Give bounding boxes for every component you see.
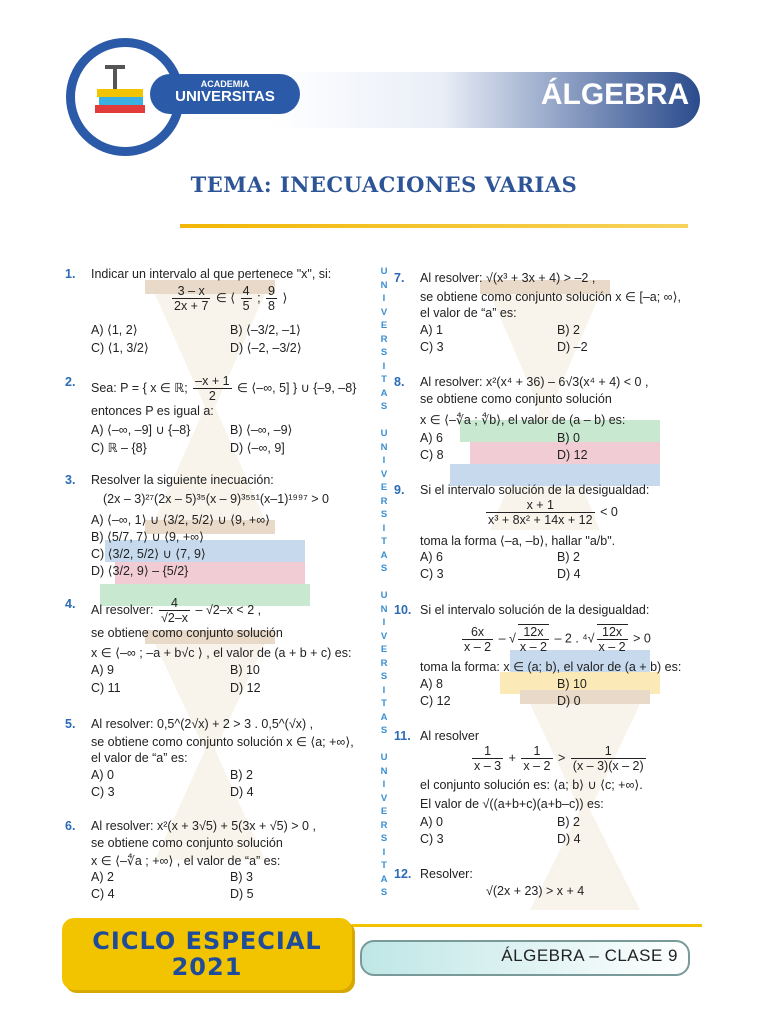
question-text: el valor de “a” es: [420, 306, 517, 320]
question-text: x ∈ ⟨–∜a ; ∜b⟩, el valor de (a – b) es: [420, 413, 626, 427]
option-c: C) 11 [91, 681, 121, 695]
clase-label: ÁLGEBRA – CLASE 9 [501, 946, 678, 965]
vertical-letter: T [381, 698, 387, 709]
vertical-letter: A [380, 711, 388, 723]
vertical-letter: I [382, 293, 386, 304]
vertical-letter: V [380, 630, 388, 642]
question-text: x ∈ ⟨–∞ ; –a + b√c ⟩ , el valor de (a + b + c) es: [91, 646, 352, 660]
option-b: B) 2 [557, 550, 580, 564]
vertical-letter: R [380, 819, 388, 831]
option-d: D) 5 [230, 887, 254, 901]
vertical-universitas [377, 265, 391, 900]
option-c: C) 3 [420, 340, 444, 354]
option-b: B) ⟨5/7, 7⟩ ∪ ⟨9, +∞⟩ [91, 530, 204, 544]
question-text: se obtiene como conjunto solución x ∈ ⟨a; +∞⟩, [91, 735, 354, 749]
option-c: C) ⟨3/2, 5/2⟩ ∪ ⟨7, 9⟩ [91, 547, 206, 561]
option-c: C) ℝ – {8} [91, 441, 147, 455]
option-c: C) ⟨1, 3/2⟩ [91, 341, 149, 355]
option-a: A) ⟨1, 2⟩ [91, 323, 138, 337]
question-number: 1. [65, 267, 76, 281]
question-text: se obtiene como conjunto solución x ∈ [–a; ∞⟩, [420, 290, 681, 304]
question-text: se obtiene como conjunto solución [420, 392, 612, 406]
option-a: A) 6 [420, 550, 443, 564]
vertical-letter: S [380, 671, 388, 682]
vertical-letter: U [380, 590, 388, 601]
inequality: (2x – 3)²⁷(2x – 5)³⁵(x – 9)³⁵⁵¹(x–1)¹⁹⁹⁷ > 0 [103, 492, 329, 506]
question-10-formula: $\frac{6x}{x - 2}$ – √ $\frac{12x}{x - 2}$ – 2 . ⁴√ $\frac{12x}{x - 2}$ > 0 [464, 624, 651, 654]
vertical-letter: U [380, 428, 388, 439]
vertical-letter [377, 414, 391, 428]
vertical-letter [377, 576, 391, 590]
vertical-letter: E [380, 806, 388, 817]
hourglass-books-watermark-right [400, 270, 700, 910]
vertical-letter: U [380, 752, 388, 763]
subject-title: ÁLGEBRA [540, 78, 690, 111]
option-c: C) 3 [420, 832, 444, 846]
option-d: D) 4 [557, 832, 581, 846]
option-a: A) ⟨–∞, 1⟩ ∪ ⟨3/2, 5/2⟩ ∪ ⟨9, +∞⟩ [91, 513, 270, 527]
option-c: C) 4 [91, 887, 115, 901]
question-text: el conjunto solución es: ⟨a; b⟩ ∪ ⟨c; +∞⟩. [420, 778, 643, 792]
option-c: C) 8 [420, 448, 444, 462]
option-d: D) ⟨–∞, 9] [230, 441, 285, 455]
option-b: B) 3 [230, 870, 253, 884]
option-b: B) ⟨–∞, –9⟩ [230, 423, 293, 437]
question-11-formula: $\frac{1}{x - 3}$ + $\frac{1}{x - 2}$ > $\frac{1}{(x - 3)(x - 2)}$ [474, 744, 644, 773]
option-c: C) 3 [91, 785, 115, 799]
vertical-letter: I [382, 779, 386, 790]
vertical-letter: V [380, 792, 388, 804]
option-d: D) 12 [557, 448, 588, 462]
vertical-letter: R [380, 495, 388, 507]
footer-line [352, 924, 702, 927]
ciclo-title [62, 928, 352, 980]
vertical-letter: R [380, 657, 388, 669]
option-d: D) –2 [557, 340, 588, 354]
vertical-letter: T [381, 860, 387, 871]
question-text: Indicar un intervalo al que pertenece "x", si: [91, 267, 332, 281]
question-text: se obtiene como conjunto solución [91, 836, 283, 850]
option-b: B) 10 [557, 677, 587, 691]
vertical-letter: I [382, 846, 386, 858]
vertical-letter: S [380, 347, 388, 358]
vertical-letter: R [380, 333, 388, 345]
option-a: A) 1 [420, 323, 443, 337]
vertical-letter: I [382, 455, 386, 466]
vertical-letter: A [380, 387, 388, 399]
vertical-letter: S [380, 563, 388, 574]
title-underline [180, 224, 688, 228]
question-text: se obtiene como conjunto solución [91, 626, 283, 640]
vertical-letter: I [382, 522, 386, 534]
ciclo-year: 2021 [171, 953, 243, 981]
question-1-formula: $\frac{3 - x}{2x + 7}$ ∈ ⟨ $\frac{4}{5}$ ; $\frac{9}{8}$ ⟩ [174, 284, 288, 313]
option-b: B) 0 [557, 431, 580, 445]
vertical-letter: S [380, 509, 388, 520]
vertical-letter: N [380, 279, 388, 291]
vertical-letter: S [380, 887, 388, 898]
option-d: D) ⟨3/2, 9⟩ – {5/2} [91, 564, 189, 578]
question-text: El valor de √((a+b+c)(a+b–c)) es: [420, 797, 604, 811]
question-text: entonces P es igual a: [91, 404, 214, 418]
ciclo-label: CICLO ESPECIAL [92, 927, 322, 955]
option-a: A) ⟨–∞, –9] ∪ {–8} [91, 423, 191, 437]
option-b: B) 2 [230, 768, 253, 782]
academy-top: ACADEMIA [200, 79, 250, 89]
vertical-letter: A [380, 873, 388, 885]
option-a: A) 6 [420, 431, 443, 445]
option-c: C) 12 [420, 694, 451, 708]
option-d: D) 4 [557, 567, 581, 581]
hourglass-books-watermark [95, 270, 335, 910]
vertical-letter: S [380, 401, 388, 412]
vertical-letter: U [380, 266, 388, 277]
vertical-letter: N [380, 765, 388, 777]
vertical-letter: T [381, 536, 387, 547]
option-d: D) 4 [230, 785, 254, 799]
vertical-letter: S [380, 725, 388, 736]
option-c: C) 3 [420, 567, 444, 581]
inequality: √(2x + 23) > x + 4 [486, 884, 585, 898]
vertical-letter: I [382, 684, 386, 696]
option-b: B) 2 [557, 323, 580, 337]
option-d: D) 0 [557, 694, 581, 708]
option-a: A) 2 [91, 870, 114, 884]
vertical-letter: I [382, 360, 386, 372]
option-a: A) 0 [91, 768, 114, 782]
question-text: toma la forma ⟨–a, –b⟩, hallar "a/b". [420, 534, 616, 548]
option-b: B) 2 [557, 815, 580, 829]
academy-name-bar [150, 74, 300, 114]
vertical-letter: N [380, 441, 388, 453]
option-a: A) 0 [420, 815, 443, 829]
vertical-letter: V [380, 468, 388, 480]
option-a: A) 8 [420, 677, 443, 691]
option-b: B) 10 [230, 663, 260, 677]
academy-name: UNIVERSITAS [175, 88, 275, 105]
vertical-letter: T [381, 374, 387, 385]
vertical-letter: I [382, 617, 386, 628]
vertical-letter: S [380, 833, 388, 844]
question-text: x ∈ ⟨–∜a ; +∞⟩ , el valor de “a” es: [91, 854, 281, 868]
question-text: el valor de “a” es: [91, 751, 188, 765]
option-d: D) 12 [230, 681, 261, 695]
vertical-letter: E [380, 320, 388, 331]
vertical-letter: E [380, 644, 388, 655]
option-a: A) 9 [91, 663, 114, 677]
option-b: B) ⟨–3/2, –1⟩ [230, 323, 301, 337]
page-title: TEMA: INECUACIONES VARIAS [190, 172, 578, 197]
vertical-letter: E [380, 482, 388, 493]
vertical-letter [377, 738, 391, 752]
vertical-letter: N [380, 603, 388, 615]
option-d: D) ⟨–2, –3/2⟩ [230, 341, 302, 355]
vertical-letter: A [380, 549, 388, 561]
question-9-formula: $\frac{x + 1}{\text{x³ + 8x² + 14x + 12}}$ < 0 [488, 498, 618, 527]
question-text: toma la forma: x ∈ (a; b), el valor de (a + b) es: [420, 660, 682, 674]
vertical-letter: V [380, 306, 388, 318]
